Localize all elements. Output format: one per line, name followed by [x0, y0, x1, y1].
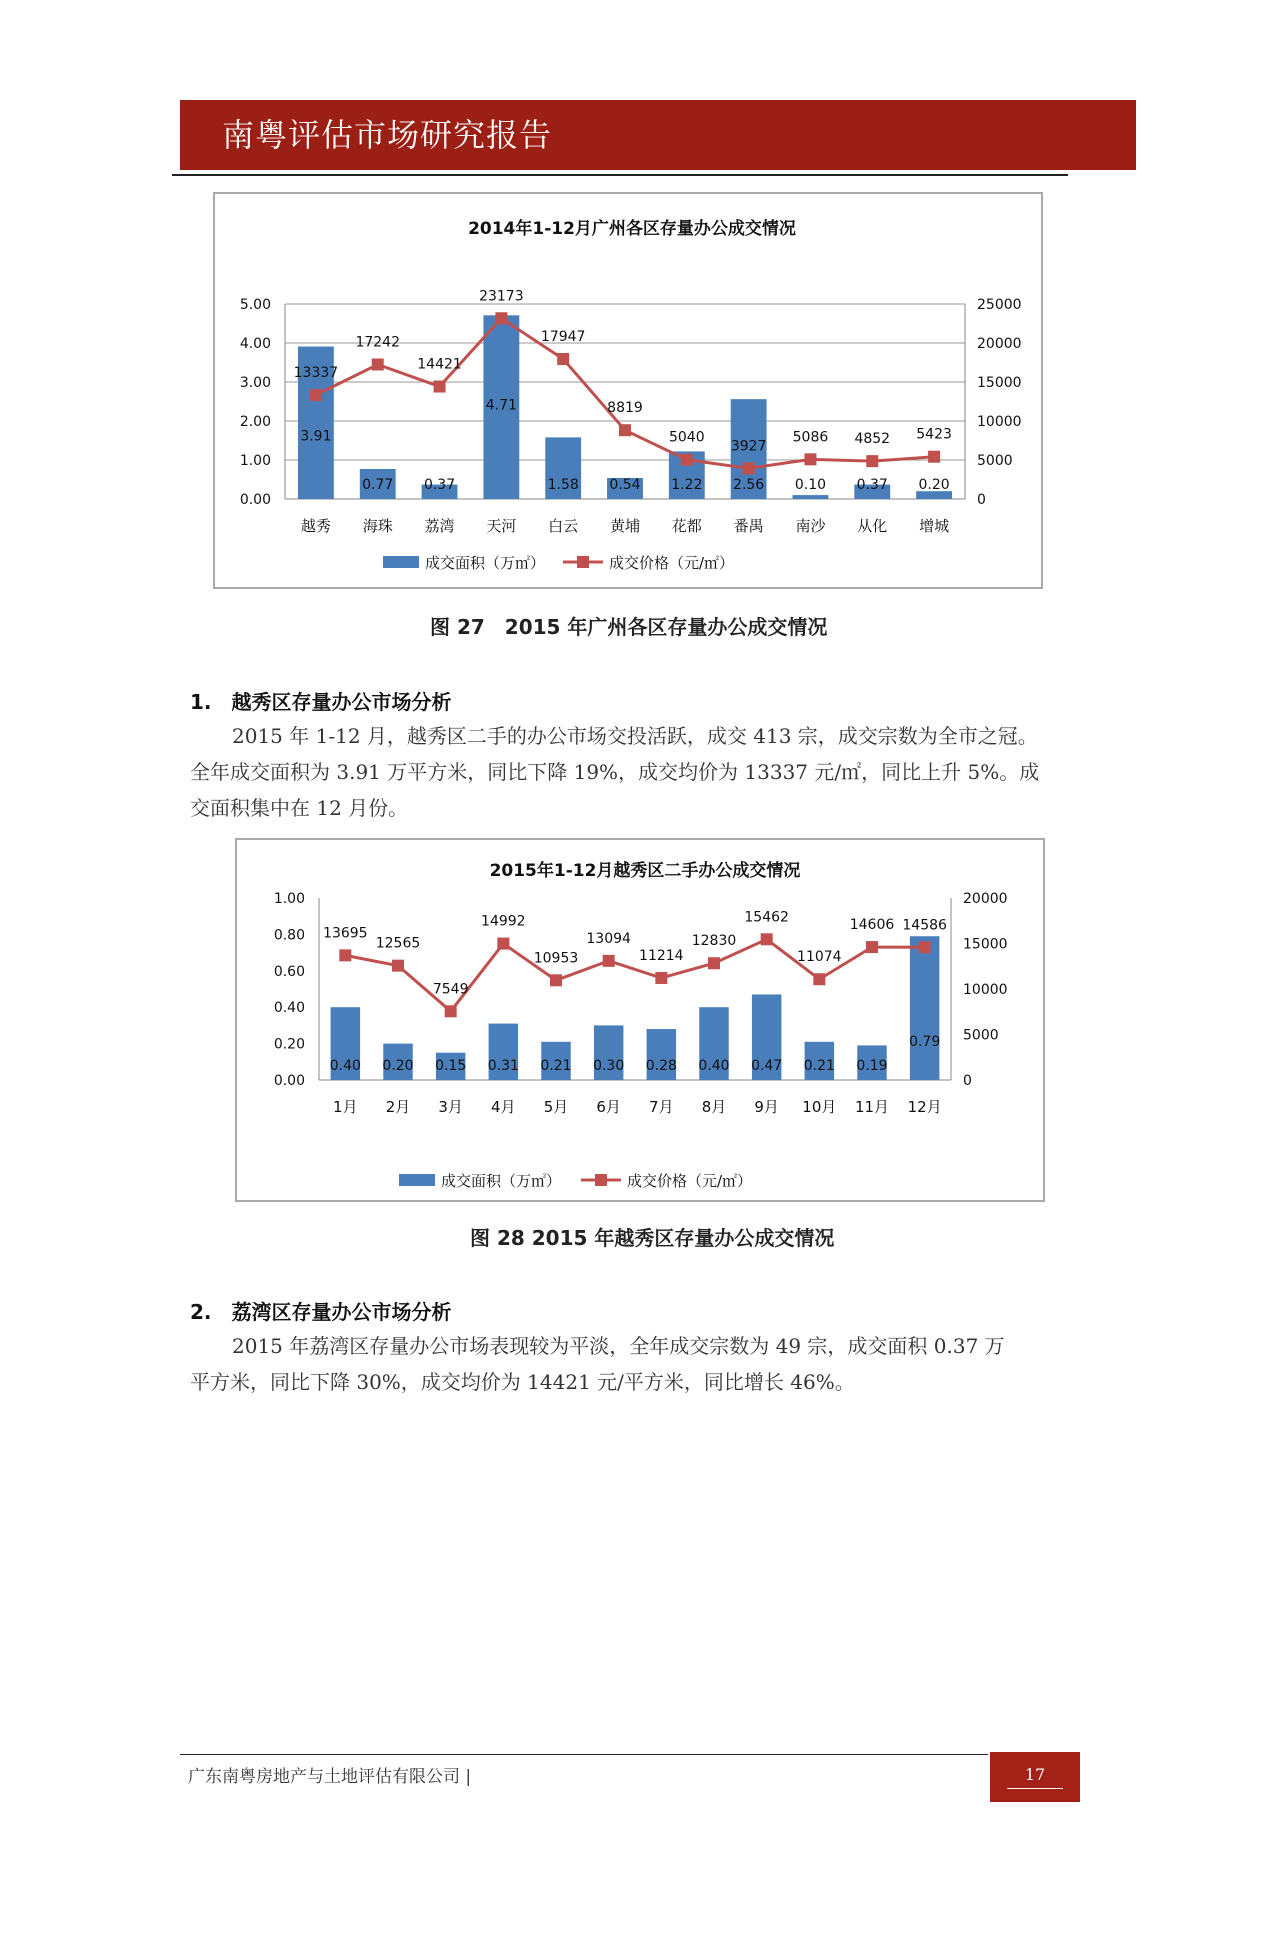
price-marker: [619, 424, 631, 436]
bar-value-label: 0.47: [751, 1058, 783, 1074]
bar-value-label: 3.91: [300, 428, 332, 445]
right-axis-tick-label: 20000: [963, 891, 1008, 907]
left-axis-tick-label: 4.00: [239, 336, 271, 352]
price-value-label: 5086: [792, 429, 829, 446]
price-marker: [392, 960, 404, 972]
price-value-label: 14992: [481, 913, 526, 930]
chart-1: [215, 194, 1041, 587]
price-marker: [339, 949, 351, 961]
price-value-label: 5040: [668, 429, 705, 446]
legend-bar-swatch: [399, 1174, 435, 1186]
category-label: 2月: [385, 1098, 411, 1116]
price-marker: [445, 1005, 457, 1017]
bar-value-label: 0.21: [540, 1058, 572, 1074]
legend-bar-swatch: [383, 556, 419, 568]
chart-2: [237, 840, 1043, 1200]
right-axis-tick-label: 0: [963, 1073, 972, 1089]
price-value-label: 4852: [854, 431, 891, 448]
price-value-label: 12830: [691, 933, 737, 950]
chart-2-frame: [235, 838, 1045, 1202]
bar-value-label: 1.58: [547, 477, 579, 493]
header-divider: [172, 174, 1068, 176]
price-value-label: 17947: [540, 329, 586, 346]
category-label: 海珠: [362, 517, 393, 535]
left-axis-tick-label: 5.00: [239, 297, 271, 313]
left-axis-tick-label: 0.00: [273, 1073, 305, 1089]
price-value-label: 13094: [586, 930, 631, 947]
price-value-label: 11214: [639, 947, 684, 964]
category-label: 7月: [649, 1098, 674, 1116]
chart-1-caption: 图 27 2015 年广州各区存量办公成交情况: [430, 615, 828, 639]
price-value-label: 17242: [355, 334, 401, 351]
left-axis-tick-label: 1.00: [239, 453, 271, 469]
price-marker: [813, 973, 825, 985]
chart-title: 2015年1-12月越秀区二手办公成交情况: [489, 861, 801, 881]
legend-line-label: 成交价格（元/㎡）: [627, 1172, 753, 1190]
section-1-line: 全年成交面积为 3.91 万平方米，同比下降 19%，成交均价为 13337 元/㎡，同比上升 5%。成: [190, 760, 1040, 784]
price-value-label: 10953: [533, 950, 579, 967]
price-marker: [497, 938, 509, 950]
price-marker: [866, 455, 878, 467]
price-marker: [557, 353, 569, 365]
price-marker: [372, 359, 384, 371]
section-1-heading: 1. 越秀区存量办公市场分析: [190, 690, 452, 714]
price-value-label: 5423: [916, 426, 952, 443]
price-marker: [603, 955, 615, 967]
legend-bar-label: 成交面积（万㎡）: [441, 1172, 562, 1190]
right-axis-tick-label: 5000: [963, 1027, 999, 1044]
price-marker: [550, 974, 562, 986]
category-label: 11月: [854, 1098, 890, 1116]
left-axis-tick-label: 1.00: [273, 891, 305, 907]
price-value-label: 23173: [479, 288, 524, 305]
price-marker: [919, 941, 931, 953]
left-axis-tick-label: 0.00: [239, 492, 271, 508]
bar: [793, 495, 829, 499]
section-2-line: 平方米，同比下降 30%，成交均价为 14421 元/平方米，同比增长 46%。: [190, 1370, 855, 1394]
bar-value-label: 0.20: [382, 1058, 414, 1074]
right-axis-tick-label: 15000: [977, 375, 1022, 391]
category-label: 番禺: [733, 517, 764, 535]
left-axis-tick-label: 0.40: [273, 1000, 305, 1017]
category-label: 增城: [919, 517, 950, 535]
section-2-heading: 2. 荔湾区存量办公市场分析: [190, 1300, 452, 1324]
section-1-line: 2015 年 1-12 月，越秀区二手的办公市场交投活跃，成交 413 宗，成交宗数为全市之冠。: [232, 724, 1038, 748]
bar-value-label: 0.20: [918, 477, 950, 493]
bar: [910, 936, 939, 1080]
category-label: 9月: [754, 1098, 779, 1116]
chart-2-caption: 图 28 2015 年越秀区存量办公成交情况: [470, 1226, 835, 1250]
legend-line-label: 成交价格（元/㎡）: [609, 554, 735, 572]
bar-value-label: 0.54: [609, 477, 641, 493]
bar-value-label: 0.37: [423, 477, 456, 493]
price-marker: [866, 941, 878, 953]
price-marker: [708, 957, 720, 969]
section-1-line: 交面积集中在 12 月份。: [190, 796, 409, 820]
price-marker: [928, 451, 940, 463]
category-label: 4月: [491, 1098, 516, 1116]
category-label: 天河: [486, 517, 517, 535]
price-marker: [310, 389, 322, 401]
category-label: 5月: [543, 1098, 569, 1116]
left-axis-tick-label: 0.80: [273, 927, 305, 944]
right-axis-tick-label: 5000: [977, 453, 1013, 469]
legend-line-marker: [595, 1174, 607, 1186]
price-value-label: 12565: [375, 935, 421, 952]
category-label: 花都: [671, 517, 702, 535]
right-axis-tick-label: 25000: [977, 297, 1022, 313]
category-label: 12月: [907, 1098, 942, 1116]
price-value-label: 13337: [293, 364, 339, 381]
category-label: 6月: [596, 1098, 621, 1116]
bar-value-label: 2.56: [733, 477, 765, 493]
bar-value-label: 1.22: [671, 477, 703, 493]
bar-value-label: 0.77: [362, 477, 394, 493]
footer-divider: [180, 1754, 988, 1755]
price-marker: [655, 972, 667, 984]
chart-title: 2014年1-12月广州各区存量办公成交情况: [468, 219, 796, 239]
right-axis-tick-label: 10000: [963, 982, 1008, 998]
price-marker: [681, 454, 693, 466]
report-title: 南粤评估市场研究报告: [222, 116, 553, 154]
bar-value-label: 0.21: [803, 1058, 835, 1074]
chart-1-frame: [213, 192, 1043, 589]
category-label: 10月: [802, 1098, 837, 1116]
left-axis-tick-label: 0.20: [273, 1036, 305, 1053]
price-marker: [495, 312, 507, 324]
bar-value-label: 0.37: [856, 477, 888, 493]
left-axis-tick-label: 3.00: [239, 375, 271, 391]
price-value-label: 15462: [744, 909, 789, 926]
price-value-label: 8819: [607, 400, 643, 417]
price-line: [316, 318, 934, 468]
legend-line-marker: [577, 556, 589, 568]
bar-value-label: 0.19: [856, 1058, 888, 1074]
bar-value-label: 0.30: [593, 1058, 625, 1074]
footer-company: 广东南粤房地产与土地评估有限公司 |: [188, 1767, 472, 1787]
category-label: 越秀: [300, 517, 331, 535]
category-label: 1月: [333, 1098, 358, 1116]
bar-value-label: 0.40: [329, 1058, 361, 1074]
bar-value-label: 0.31: [487, 1058, 519, 1074]
category-label: 从化: [857, 517, 888, 535]
category-label: 3月: [438, 1098, 463, 1116]
price-marker: [761, 933, 773, 945]
category-label: 8月: [701, 1098, 727, 1116]
left-axis-tick-label: 0.60: [273, 963, 305, 980]
page-number: 17: [1024, 1765, 1046, 1784]
price-marker: [743, 462, 755, 474]
right-axis-tick-label: 0: [977, 492, 986, 508]
page-number-underline: [1007, 1788, 1063, 1789]
section-2-line: 2015 年荔湾区存量办公市场表现较为平淡，全年成交宗数为 49 宗，成交面积 0.37 万: [232, 1334, 1005, 1358]
category-label: 荔湾: [424, 517, 455, 535]
bar-value-label: 4.71: [485, 397, 517, 414]
bar-value-label: 0.15: [435, 1058, 467, 1074]
category-label: 黄埔: [609, 517, 641, 535]
legend-bar-label: 成交面积（万㎡）: [425, 554, 546, 572]
bar-value-label: 0.40: [698, 1058, 730, 1074]
price-value-label: 3927: [730, 438, 767, 455]
price-value-label: 7549: [432, 981, 469, 998]
category-label: 白云: [548, 517, 579, 535]
bar-value-label: 0.28: [645, 1058, 677, 1074]
price-marker: [804, 453, 816, 465]
left-axis-tick-label: 2.00: [239, 414, 271, 430]
price-value-label: 14606: [849, 917, 895, 934]
right-axis-tick-label: 20000: [977, 336, 1022, 352]
category-label: 南沙: [795, 517, 826, 535]
price-value-label: 11074: [797, 949, 842, 966]
price-value-label: 14421: [417, 356, 462, 373]
right-axis-tick-label: 10000: [977, 414, 1022, 430]
bar-value-label: 0.79: [909, 1034, 941, 1051]
price-marker: [434, 381, 446, 393]
right-axis-tick-label: 15000: [963, 936, 1008, 953]
price-value-label: 14586: [902, 917, 947, 934]
bar-value-label: 0.10: [794, 477, 827, 493]
price-value-label: 13695: [323, 925, 368, 942]
